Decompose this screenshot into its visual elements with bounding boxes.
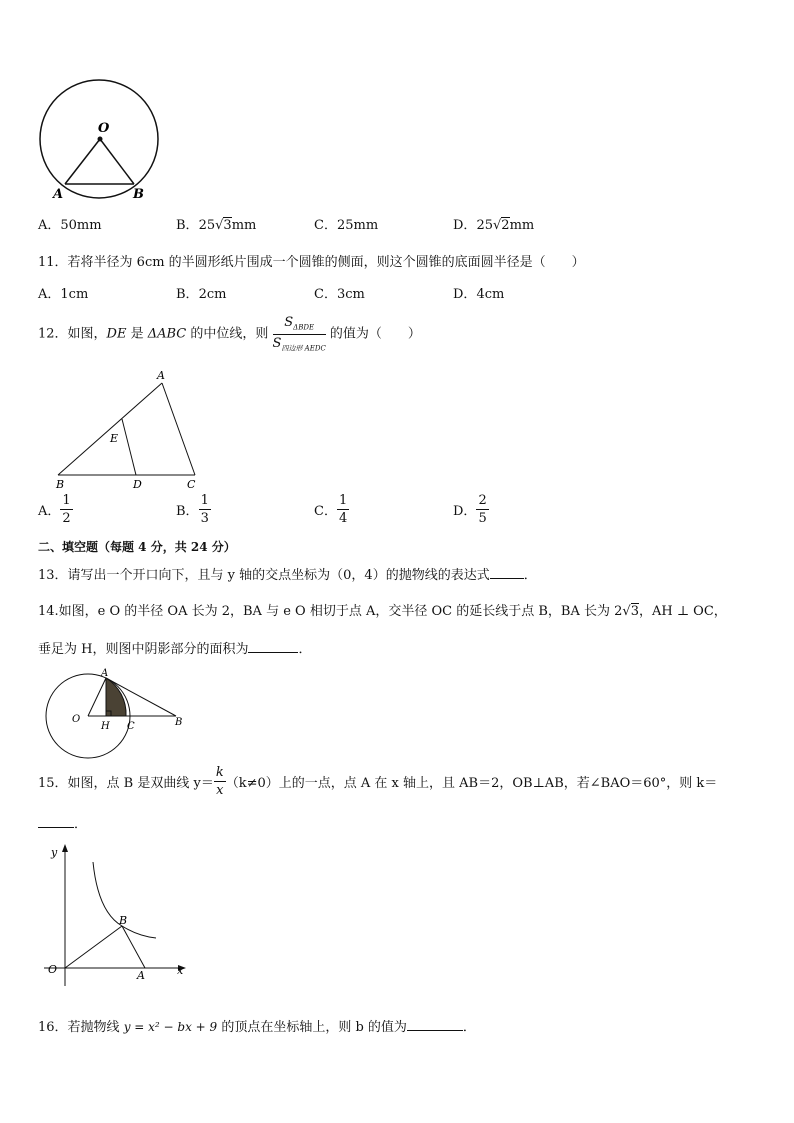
- q12-option-c-den: 4: [338, 511, 348, 526]
- q10-center-dot: [98, 137, 103, 142]
- q16-text-p1: 16．若抛物线: [38, 1020, 124, 1035]
- q12-option-a-letter: A．: [38, 504, 61, 519]
- q10-option-b-pre: 25: [198, 218, 216, 233]
- q15-frac-den: x: [216, 783, 224, 798]
- q12-figure: [50, 366, 210, 491]
- q14-line2-text: 垂足为 H，则图中阴影部分的面积为: [38, 642, 249, 657]
- q16-text: [38, 1016, 476, 1035]
- q14-label-b: B: [175, 717, 183, 728]
- q10-option-b-letter: B．: [176, 218, 199, 233]
- q10-figure: [36, 78, 166, 203]
- q15-frac-num: k: [215, 765, 224, 780]
- q12-de: DE: [106, 326, 127, 342]
- q15-text-p1: 15．如图，点 B 是双曲线 y＝: [38, 776, 214, 791]
- q14-label-a: A: [101, 668, 109, 679]
- q10-option-c-letter: C．: [314, 218, 337, 233]
- q15-text: [38, 766, 717, 797]
- q15-figure: [36, 840, 196, 990]
- q10-option-b[interactable]: [176, 214, 256, 233]
- q12-frac-num: S: [284, 315, 294, 330]
- q12-side-ba: [58, 383, 162, 475]
- q12-frac-num-sub: ΔBDE: [293, 323, 315, 332]
- q12-label-e: E: [110, 432, 119, 445]
- section-title: 二、填空题（每题 4 分，共 24 分）: [38, 540, 236, 554]
- q11-option-a-letter: A．: [38, 287, 61, 302]
- q11-option-b-letter: B．: [176, 287, 199, 302]
- q13-text-end: ．: [523, 568, 537, 583]
- q15-text-p2: （k≠0）上的一点，点 A 在 x 轴上，且 AB＝2，OB⊥AB，若∠BAO＝60°，则 k＝: [225, 776, 718, 791]
- q15-line-ob: [65, 926, 122, 968]
- q12-option-a-num: 1: [62, 493, 71, 508]
- q16-text-p2: 的顶点在坐标轴上，则 b 的值为: [217, 1020, 407, 1035]
- q12-label-b: B: [56, 478, 65, 491]
- q14-label-o: O: [72, 714, 81, 725]
- sqrt-icon: √: [622, 604, 631, 619]
- q11-option-c-letter: C．: [314, 287, 337, 302]
- q12-option-c[interactable]: [314, 494, 349, 525]
- q10-option-d-rad: 2: [501, 218, 510, 233]
- q15-text-end: ．: [74, 817, 88, 832]
- q11-option-d-text: 4cm: [476, 287, 505, 302]
- q11-option-c[interactable]: [314, 283, 365, 302]
- q11-option-b[interactable]: [176, 283, 226, 302]
- q10-option-a[interactable]: [38, 214, 102, 233]
- sqrt-icon: √: [492, 218, 502, 233]
- q14-label-c: C: [127, 721, 135, 732]
- q12-option-d[interactable]: [453, 494, 489, 525]
- q16-expression: y = x² − bx + 9: [123, 1020, 218, 1034]
- q12-option-b-letter: B．: [176, 504, 199, 519]
- q12-option-b-num: 1: [200, 493, 209, 508]
- q10-option-a-text: 50mm: [60, 218, 102, 233]
- q15-label-a: A: [137, 969, 145, 982]
- sqrt-icon: √: [215, 218, 224, 233]
- q12-text-p3: 的中位线，则: [186, 326, 273, 342]
- q16-text-end: ．: [462, 1020, 476, 1035]
- q12-option-d-num: 2: [478, 493, 487, 508]
- q10-option-d[interactable]: [453, 214, 534, 233]
- q12-option-c-frac: [337, 494, 349, 525]
- q15-label-y: y: [51, 846, 58, 859]
- q10-side-oa: [65, 139, 100, 184]
- q14-line1-tail: ，AH ⊥ OC，: [638, 604, 727, 619]
- q10-label-a: A: [53, 187, 64, 202]
- q10-side-ob: [100, 139, 134, 184]
- q12-triangle: ΔABC: [147, 326, 187, 342]
- q11-text: 11．若将半径为 6cm 的半圆形纸片围成一个圆锥的侧面，则这个圆锥的底面圆半径是（ ）: [38, 255, 585, 270]
- q12-option-b[interactable]: [176, 494, 211, 525]
- q12-option-c-letter: C．: [314, 504, 337, 519]
- q12-option-b-frac: [199, 494, 211, 525]
- q12-option-a-frac: [60, 494, 72, 525]
- q15-fraction: [214, 766, 226, 797]
- q12-frac-den: S: [272, 335, 282, 351]
- q15-answer-line: [38, 813, 87, 832]
- q10-option-d-post: mm: [509, 218, 535, 233]
- q13-answer-blank[interactable]: [490, 566, 524, 579]
- q11-option-a[interactable]: [38, 283, 88, 302]
- q14-figure: [44, 666, 204, 762]
- q12-option-a[interactable]: [38, 494, 73, 525]
- q12-text: [38, 316, 421, 352]
- q11-option-c-text: 3cm: [336, 287, 365, 302]
- q10-option-a-letter: A．: [38, 218, 61, 233]
- q14-line-oa: [88, 678, 106, 716]
- q15-answer-blank[interactable]: [38, 815, 74, 828]
- q11-option-d-letter: D．: [453, 287, 477, 302]
- q14-line1: [38, 600, 727, 619]
- q12-text-p1: 12．如图，: [38, 326, 107, 342]
- q10-option-b-post: mm: [231, 218, 257, 233]
- q15-label-x: x: [177, 964, 184, 977]
- q12-side-ac: [162, 383, 195, 475]
- q13-text-body: 13．请写出一个开口向下，且与 y 轴的交点坐标为（0，4）的抛物线的表达式: [38, 568, 490, 583]
- q12-option-b-den: 3: [200, 511, 209, 526]
- q10-option-c-text: 25mm: [336, 218, 379, 233]
- q14-line1-text: 14.如图，e O 的半径 OA 长为 2，BA 与 e O 相切于点 A，交半径 OC 的延长线于点 B，BA 长为 2: [38, 604, 623, 619]
- q12-option-a-den: 2: [62, 511, 71, 526]
- q10-option-d-pre: 25: [476, 218, 493, 233]
- q15-label-b: B: [119, 914, 128, 927]
- q14-answer-blank[interactable]: [248, 640, 298, 653]
- q14-rad: 3: [630, 604, 639, 619]
- q10-label-o: O: [98, 121, 110, 136]
- q10-option-d-letter: D．: [453, 218, 477, 233]
- q16-answer-blank[interactable]: [407, 1018, 463, 1031]
- q12-option-d-letter: D．: [453, 504, 477, 519]
- q12-option-d-den: 5: [478, 511, 487, 526]
- q13-text: [38, 564, 537, 583]
- q10-option-b-rad: 3: [223, 218, 232, 233]
- q14-text-end: ．: [298, 642, 312, 657]
- q12-label-c: C: [187, 478, 196, 491]
- q12-label-d: D: [133, 478, 142, 491]
- q10-option-c[interactable]: [314, 214, 378, 233]
- q12-frac-den-sub: 四边形 AEDC: [281, 344, 326, 353]
- q12-text-p4: 的值为（ ）: [325, 326, 421, 342]
- q11-option-b-text: 2cm: [198, 287, 227, 302]
- q12-ratio-fraction: [273, 316, 326, 352]
- q14-label-h: H: [101, 721, 110, 732]
- q11-option-d[interactable]: [453, 283, 504, 302]
- q10-label-b: B: [133, 187, 144, 202]
- q11-option-a-text: 1cm: [60, 287, 89, 302]
- q14-line2: [38, 638, 312, 657]
- q12-option-d-frac: [476, 494, 488, 525]
- q15-label-o: O: [48, 963, 58, 976]
- q12-option-c-num: 1: [338, 493, 348, 508]
- q12-midline-de: [122, 419, 136, 475]
- q12-text-p2: 是: [126, 326, 148, 342]
- q15-y-arrow-icon: [62, 844, 68, 852]
- q12-label-a: A: [157, 369, 165, 382]
